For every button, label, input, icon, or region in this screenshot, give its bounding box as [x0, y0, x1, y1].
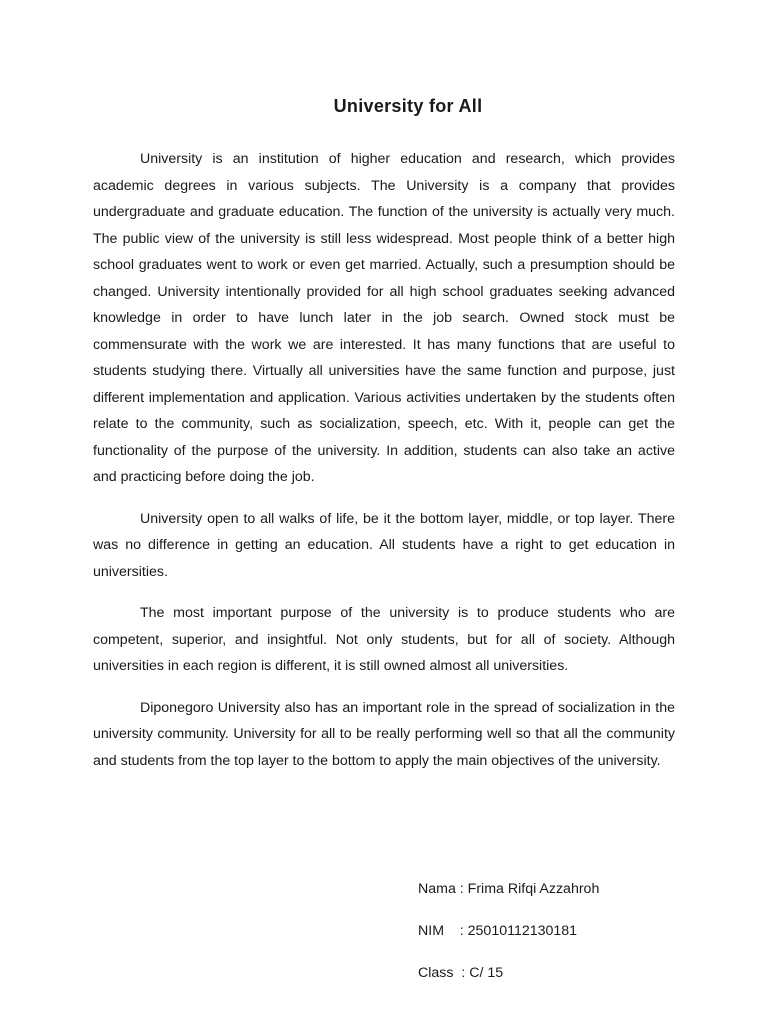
- document-title: University for All: [333, 96, 483, 116]
- paragraph-1: University is an institution of higher education and research, which provides academic degrees in various subjects. The University is a company that provides undergraduate and graduate education. The function of the university is actually very much. The public view of the university is still less widespread. Most people think of a better high school graduates went to work or even get married. Actually, such a presumption should be changed. University intentionally provided for all high school graduates seeking advanced knowledge in order to have lunch later in the job search. Owned stock must be commensurate with the work we are interested. It has many functions that are useful to students studying there. Virtually all universities have the same function and purpose, just different implementation and application. Various activities undertaken by the students often relate to the community, such as socialization, speech, etc. With it, people can get the functionality of the purpose of the university. In addition, students can also take an active and practicing before doing the job.: [93, 151, 675, 485]
- paragraph-3: The most important purpose of the university is to produce students who are competent, superior, and insightful. Not only students, but for all of society. Although universities in each region is different, it is still owned almost all universities.: [93, 605, 675, 674]
- paragraph-2: University open to all walks of life, be it the bottom layer, middle, or top layer. There was no difference in getting an education. All students have a right to get education in universities.: [93, 510, 675, 580]
- document-body: [93, 146, 675, 789]
- author-name: Nama : Frima Rifqi Azzahroh: [418, 881, 600, 897]
- paragraph-4: Diponegoro University also has an important role in the spread of socialization in the university community. University for all to be really performing well so that all the community and students from the top layer to the bottom to apply the main objectives of the university.: [93, 699, 675, 769]
- signature-block: [418, 876, 599, 1002]
- author-class: Class : C/ 15: [418, 965, 504, 981]
- author-nim: NIM : 25010112130181: [418, 923, 578, 939]
